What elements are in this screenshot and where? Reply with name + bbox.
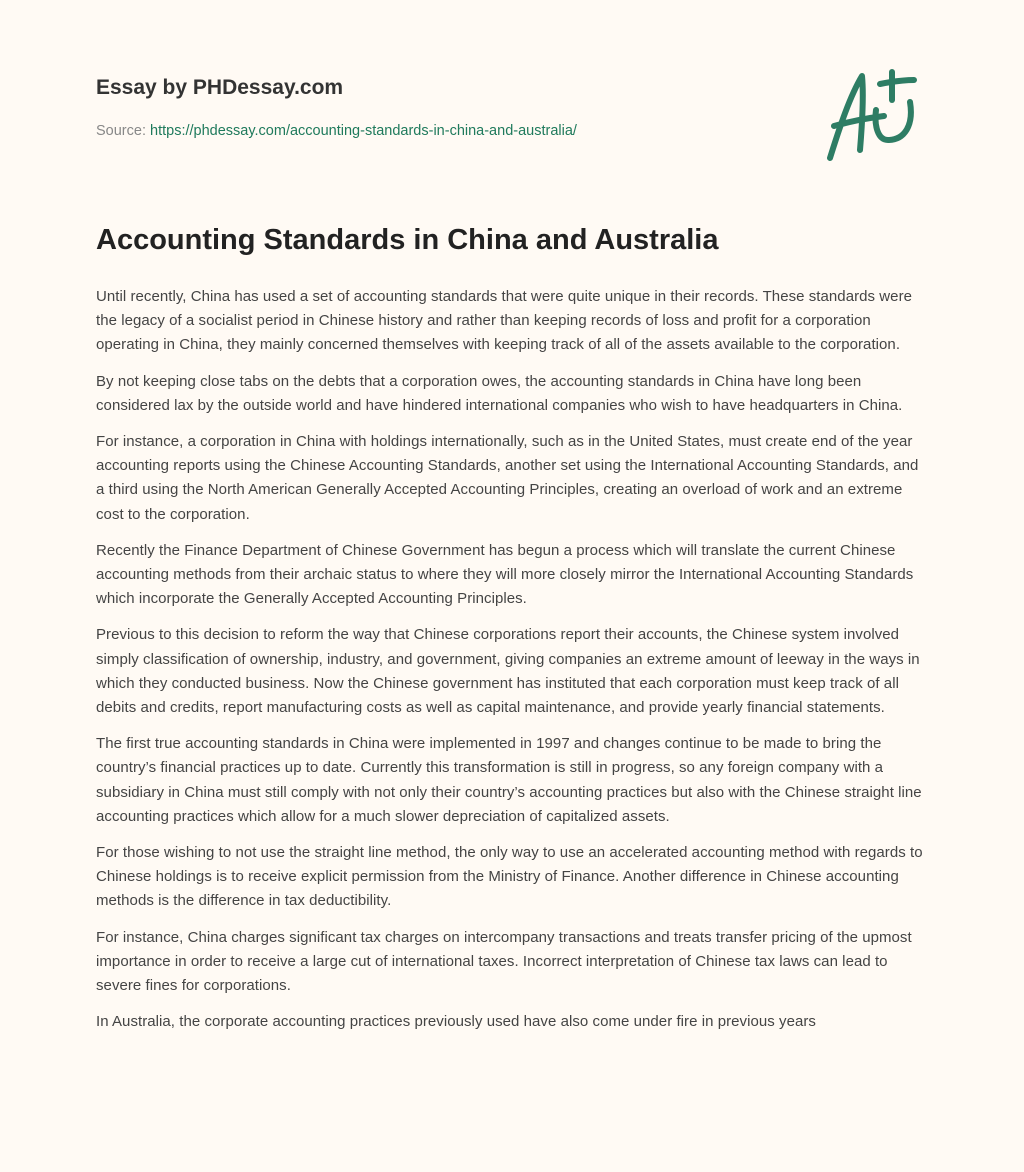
paragraph: In Australia, the corporate accounting practices previously used have also come under fire in previous years <box>96 1013 816 1031</box>
paragraph: The first true accounting standards in China were implemented in 1997 and changes continue to be made to bring the country’s financial practices up to date. Currently this transformation is still in progress, so any foreign company with a subsidiary in China must still comply with not only their country’s accounting practices but also with the Chinese straight line accounting practices which allow for a much slower depreciation of capitalized assets. <box>96 735 922 825</box>
article-body <box>96 285 928 1046</box>
source-link[interactable]: https://phdessay.com/accounting-standards-in-china-and-australia/ <box>150 123 577 139</box>
site-header <box>96 76 343 100</box>
article-title: Accounting Standards in China and Australia <box>96 224 719 256</box>
source-label: Source: <box>96 123 146 139</box>
paragraph: Previous to this decision to reform the way that Chinese corporations report their accounts, the Chinese system involved simply classification of ownership, industry, and government, giving companies an extreme amount of leeway in the ways in which they conducted business. Now the Chinese government has instituted that each corporation must keep track of all debits and credits, report manufacturing costs as well as capital maintenance, and provide yearly financial statements. <box>96 626 920 717</box>
a-plus-logo-icon <box>818 66 928 166</box>
paragraph: By not keeping close tabs on the debts that a corporation owes, the accounting standards in China have long been considered lax by the outside world and have hindered international companies who wish to have headquarters in China. <box>96 372 903 414</box>
paragraph: For instance, a corporation in China with holdings internationally, such as in the United States, must create end of the year accounting reports using the Chinese Accounting Standards, another set using the International Accounting Standards, and a third using the North American Generally Accepted Accounting Principles, creating an overload of work and an extreme cost to the corporation. <box>96 433 919 523</box>
brand-title: Essay by PHDessay.com <box>96 76 344 99</box>
paragraph: Recently the Finance Department of Chinese Government has begun a process which will translate the current Chinese accounting methods from their archaic status to where they will more closely mirror the International Accounting Standards which incorporate the Generally Accepted Accounting Principles. <box>96 541 914 608</box>
source-line <box>96 123 577 139</box>
paragraph: For those wishing to not use the straight line method, the only way to use an accelerated accounting method with regards to Chinese holdings is to receive explicit permission from the Ministry of Finance. Another difference in Chinese accounting methods is the difference in tax deductibility. <box>96 844 923 910</box>
paragraph: For instance, China charges significant tax charges on intercompany transactions and treats transfer pricing of the upmost importance in order to receive a large cut of international taxes. Incorrect interpretation of Chinese tax laws can lead to severe fines for corporations. <box>96 928 912 995</box>
paragraph: Until recently, China has used a set of accounting standards that were quite unique in their records. These standards were the legacy of a socialist period in Chinese history and rather than keeping records of loss and profit for a corporation operating in China, they mainly concerned themselves with keeping track of all of the assets available to the corporation. <box>96 288 913 354</box>
